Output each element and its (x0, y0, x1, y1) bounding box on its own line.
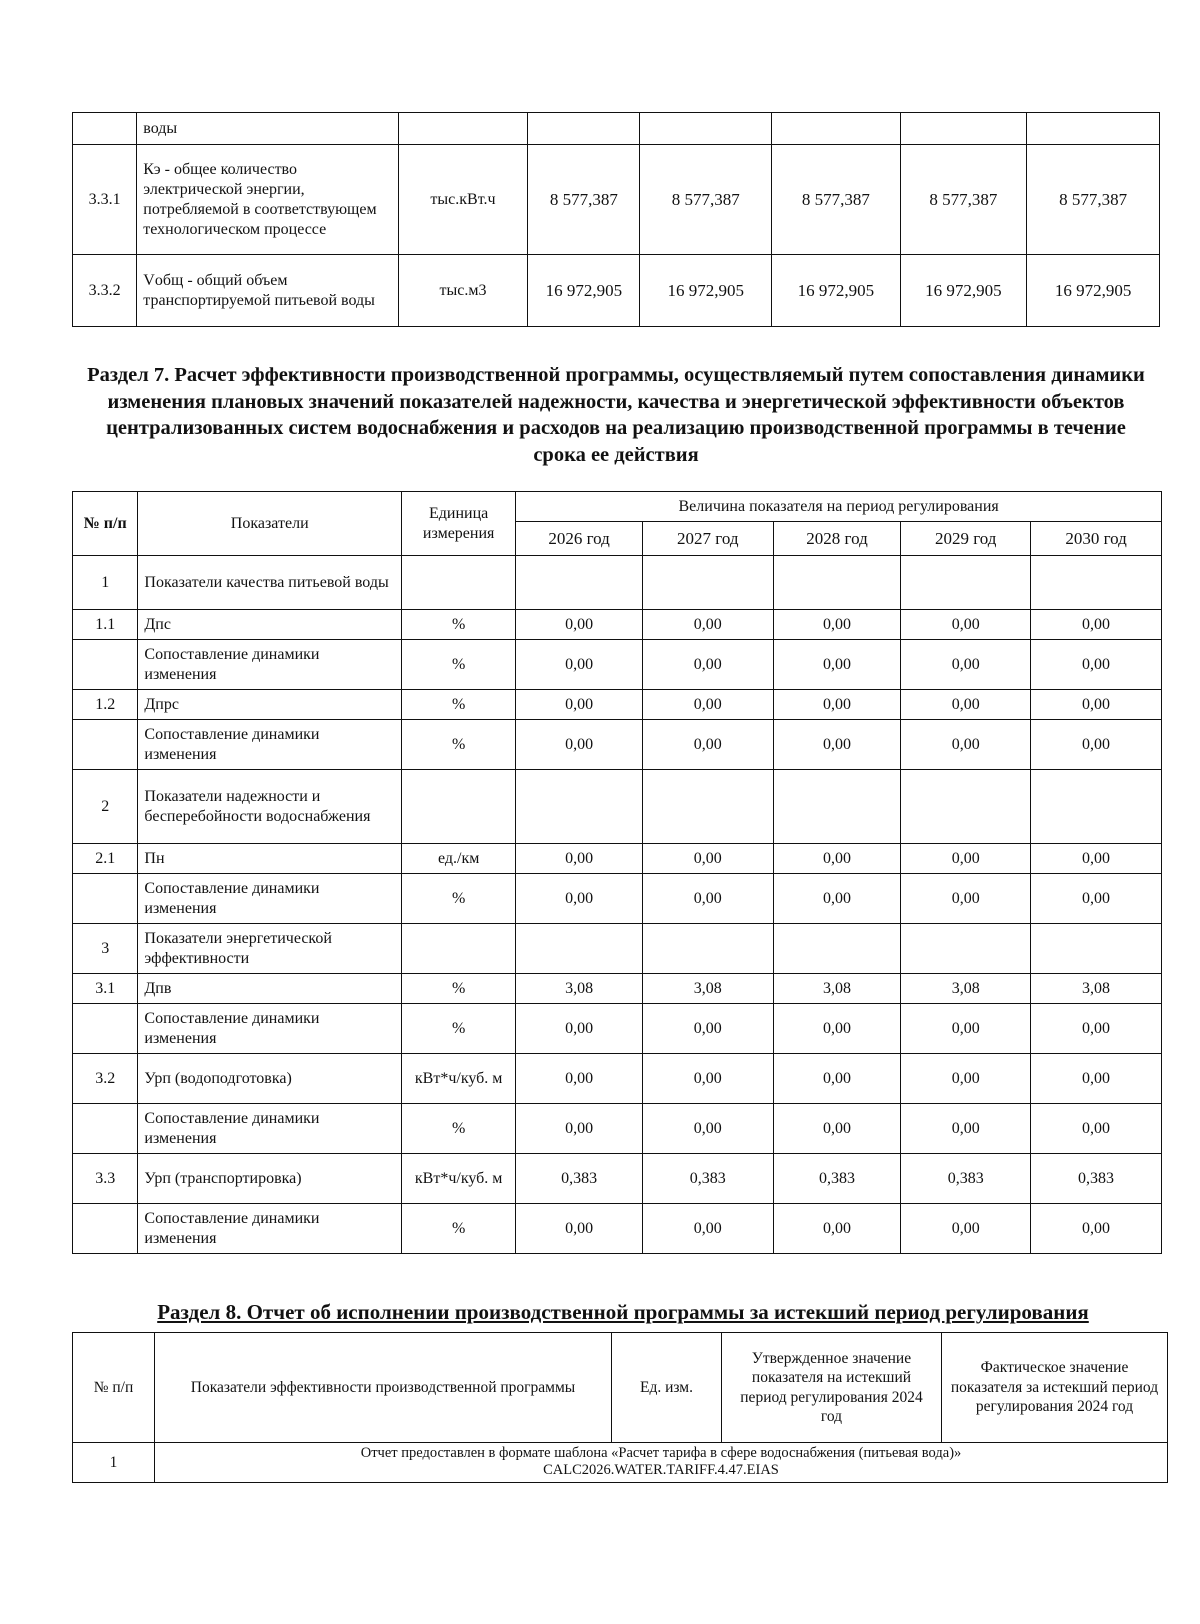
row-value: 0,00 (642, 844, 773, 874)
row-value: 0,383 (516, 1154, 643, 1204)
header-year: 2030 год (1031, 522, 1162, 556)
row-value: 16 972,905 (900, 255, 1027, 327)
row-value: 0,00 (773, 690, 901, 720)
table-row (73, 255, 1160, 327)
table-row (73, 1104, 1162, 1154)
row-value: 16 972,905 (772, 255, 901, 327)
header-indicators: Показатели (138, 492, 402, 556)
row-unit: % (402, 720, 516, 770)
row-value: 0,00 (516, 1104, 643, 1154)
row-value: 3,08 (773, 974, 901, 1004)
row-name: Дпрс (138, 690, 402, 720)
row-name: Дпс (138, 610, 402, 640)
row-value: 16 972,905 (528, 255, 640, 327)
row-unit (402, 556, 516, 610)
row-value: 0,00 (901, 610, 1031, 640)
row-unit: тыс.м3 (398, 255, 528, 327)
header-num: № п/п (73, 492, 138, 556)
row-value (516, 924, 643, 974)
header-year: 2027 год (642, 522, 773, 556)
row-value (773, 770, 901, 844)
row-name: Сопоставление динамики изменения (138, 1004, 402, 1054)
row-unit: % (402, 610, 516, 640)
table-row (73, 690, 1162, 720)
table-row (73, 770, 1162, 844)
row-value (773, 924, 901, 974)
row-num (73, 113, 137, 145)
row-value: 0,383 (642, 1154, 773, 1204)
row-value (1031, 770, 1162, 844)
row-name: Vобщ - общий объем транспортируемой питьевой воды (137, 255, 398, 327)
row-value: 0,00 (516, 610, 643, 640)
row-value: 0,00 (516, 720, 643, 770)
row-value: 0,00 (642, 1054, 773, 1104)
row-value: 3,08 (901, 974, 1031, 1004)
row-value: 0,383 (901, 1154, 1031, 1204)
row-value: 0,00 (901, 720, 1031, 770)
row-value: 8 577,387 (528, 145, 640, 255)
row-name: воды (137, 113, 398, 145)
header-year: 2028 год (773, 522, 901, 556)
table-row (73, 1054, 1162, 1104)
row-value: 0,00 (901, 1104, 1031, 1154)
row-unit: % (402, 690, 516, 720)
table-row (73, 1154, 1162, 1204)
row-value (901, 924, 1031, 974)
row-value: 8 577,387 (772, 145, 901, 255)
row-value: 0,00 (1031, 1204, 1162, 1254)
row-unit (398, 113, 528, 145)
section7-title: Раздел 7. Расчет эффективности производственной программы, осуществляемый путем сопоставления динамики изменения плановых значений показателей надежности, качества и энергетической эффективности объектов централизованных систем водоснабжения и расходов на реализацию производственной программы в течение срока ее действия (87, 364, 1145, 466)
table-row (73, 720, 1162, 770)
row-num: 2 (73, 770, 138, 844)
row-value: 8 577,387 (640, 145, 772, 255)
row-num (73, 720, 138, 770)
row-name: Дпв (138, 974, 402, 1004)
row-value: 0,00 (642, 690, 773, 720)
row-value: 0,00 (773, 1104, 901, 1154)
row-value: 0,00 (516, 844, 643, 874)
s8-header-unit: Ед. изм. (612, 1333, 722, 1443)
row-value: 8 577,387 (900, 145, 1027, 255)
row-unit: кВт*ч/куб. м (402, 1154, 516, 1204)
row-value (773, 556, 901, 610)
s8-header-num: № п/п (73, 1333, 155, 1443)
header-year: 2026 год (516, 522, 643, 556)
row-value: 0,00 (901, 690, 1031, 720)
s8-row-note-line1: Отчет предоставлен в формате шаблона «Расчет тарифа в сфере водоснабжения (питьевая вода)» (360, 1445, 962, 1461)
table-row (73, 145, 1160, 255)
row-value: 0,00 (516, 874, 643, 924)
row-name: Сопоставление динамики изменения (138, 1204, 402, 1254)
row-value: 0,00 (642, 874, 773, 924)
row-value: 0,00 (516, 1054, 643, 1104)
row-unit: % (402, 640, 516, 690)
row-value (516, 556, 643, 610)
row-num: 1.1 (73, 610, 138, 640)
row-num (73, 1204, 138, 1254)
row-value: 0,00 (1031, 874, 1162, 924)
row-num: 3 (73, 924, 138, 974)
row-num: 3.1 (73, 974, 138, 1004)
row-name: Показатели энергетической эффективности (138, 924, 402, 974)
row-unit: % (402, 1104, 516, 1154)
row-value (772, 113, 901, 145)
report-table (72, 1332, 1168, 1483)
row-value: 0,00 (773, 1054, 901, 1104)
table-row (73, 556, 1162, 610)
header-period: Величина показателя на период регулирования (516, 492, 1162, 522)
row-unit: тыс.кВт.ч (398, 145, 528, 255)
row-unit: % (402, 974, 516, 1004)
row-value: 0,00 (642, 1204, 773, 1254)
row-unit: % (402, 1204, 516, 1254)
row-num (73, 874, 138, 924)
row-value: 0,00 (642, 1004, 773, 1054)
header-unit: Единица измерения (402, 492, 516, 556)
row-value: 0,00 (516, 1004, 643, 1054)
row-value: 0,00 (901, 874, 1031, 924)
row-value: 0,00 (773, 844, 901, 874)
row-value: 16 972,905 (1027, 255, 1160, 327)
table-row (73, 640, 1162, 690)
row-value (1031, 924, 1162, 974)
row-name: Пн (138, 844, 402, 874)
row-unit: кВт*ч/куб. м (402, 1054, 516, 1104)
row-value: 0,00 (1031, 1054, 1162, 1104)
row-num: 2.1 (73, 844, 138, 874)
s8-header-actual: Фактическое значение показателя за истекший период регулирования 2024 год (942, 1333, 1168, 1443)
row-value (901, 770, 1031, 844)
row-value (642, 770, 773, 844)
row-name: Урп (транспортировка) (138, 1154, 402, 1204)
row-value: 0,00 (901, 640, 1031, 690)
table-row (73, 874, 1162, 924)
row-name: Показатели надежности и бесперебойности водоснабжения (138, 770, 402, 844)
table-row (73, 1204, 1162, 1254)
row-name: Показатели качества питьевой воды (138, 556, 402, 610)
row-value: 3,08 (516, 974, 643, 1004)
row-num: 3.3.2 (73, 255, 137, 327)
row-value: 0,00 (1031, 720, 1162, 770)
s8-row-note (155, 1443, 1168, 1483)
table-row (73, 1004, 1162, 1054)
row-name: Кэ - общее количество электрической энергии, потребляемой в соответствующем технологическом процессе (137, 145, 398, 255)
row-unit (402, 770, 516, 844)
row-value: 3,08 (1031, 974, 1162, 1004)
row-value (901, 556, 1031, 610)
row-value (528, 113, 640, 145)
row-value (640, 113, 772, 145)
table-row (73, 610, 1162, 640)
row-value: 0,00 (1031, 1004, 1162, 1054)
row-num (73, 1104, 138, 1154)
row-num: 3.3.1 (73, 145, 137, 255)
table-row (73, 113, 1160, 145)
row-value: 0,00 (1031, 690, 1162, 720)
row-value: 0,00 (901, 844, 1031, 874)
continuation-table (72, 112, 1160, 327)
row-num: 1 (73, 556, 138, 610)
row-value (900, 113, 1027, 145)
header-year: 2029 год (901, 522, 1031, 556)
row-value: 0,00 (1031, 610, 1162, 640)
row-value: 0,383 (773, 1154, 901, 1204)
row-value: 0,00 (773, 720, 901, 770)
efficiency-table (72, 491, 1162, 1254)
row-value: 0,00 (642, 640, 773, 690)
s8-row-note-line2: CALC2026.WATER.TARIFF.4.47.EIAS (543, 1462, 779, 1479)
row-value: 0,00 (901, 1054, 1031, 1104)
row-unit (402, 924, 516, 974)
row-value: 0,00 (516, 690, 643, 720)
row-value (1027, 113, 1160, 145)
row-value: 0,00 (1031, 1104, 1162, 1154)
row-num: 3.3 (73, 1154, 138, 1204)
row-name: Сопоставление динамики изменения (138, 720, 402, 770)
row-num (73, 1004, 138, 1054)
row-value: 0,00 (901, 1004, 1031, 1054)
row-value (642, 924, 773, 974)
row-value: 0,00 (773, 610, 901, 640)
row-value: 0,00 (642, 610, 773, 640)
row-value: 3,08 (642, 974, 773, 1004)
row-value: 0,00 (642, 1104, 773, 1154)
row-name: Урп (водоподготовка) (138, 1054, 402, 1104)
table-row (73, 924, 1162, 974)
section8-title: Раздел 8. Отчет об исполнении производственной программы за истекший период регулирования (157, 1300, 1089, 1324)
row-name: Сопоставление динамики изменения (138, 640, 402, 690)
row-value: 8 577,387 (1027, 145, 1160, 255)
row-value: 0,00 (516, 640, 643, 690)
row-value: 16 972,905 (640, 255, 772, 327)
row-name: Сопоставление динамики изменения (138, 1104, 402, 1154)
row-unit: % (402, 1004, 516, 1054)
table-row (73, 844, 1162, 874)
row-value: 0,00 (901, 1204, 1031, 1254)
row-value: 0,00 (773, 1004, 901, 1054)
row-num: 3.2 (73, 1054, 138, 1104)
row-value: 0,00 (1031, 640, 1162, 690)
row-num: 1.2 (73, 690, 138, 720)
row-value: 0,00 (773, 874, 901, 924)
row-num (73, 640, 138, 690)
row-value (516, 770, 643, 844)
row-unit: % (402, 874, 516, 924)
row-value (642, 556, 773, 610)
row-unit: ед./км (402, 844, 516, 874)
table-row (73, 974, 1162, 1004)
row-value: 0,00 (773, 640, 901, 690)
row-value: 0,00 (516, 1204, 643, 1254)
row-value: 0,00 (1031, 844, 1162, 874)
s8-header-indicators: Показатели эффективности производственной программы (155, 1333, 612, 1443)
row-value: 0,00 (773, 1204, 901, 1254)
s8-header-approved: Утвержденное значение показателя на истекший период регулирования 2024 год (722, 1333, 942, 1443)
row-name: Сопоставление динамики изменения (138, 874, 402, 924)
row-value: 0,00 (642, 720, 773, 770)
row-value: 0,383 (1031, 1154, 1162, 1204)
row-value (1031, 556, 1162, 610)
s8-row-num: 1 (73, 1443, 155, 1483)
